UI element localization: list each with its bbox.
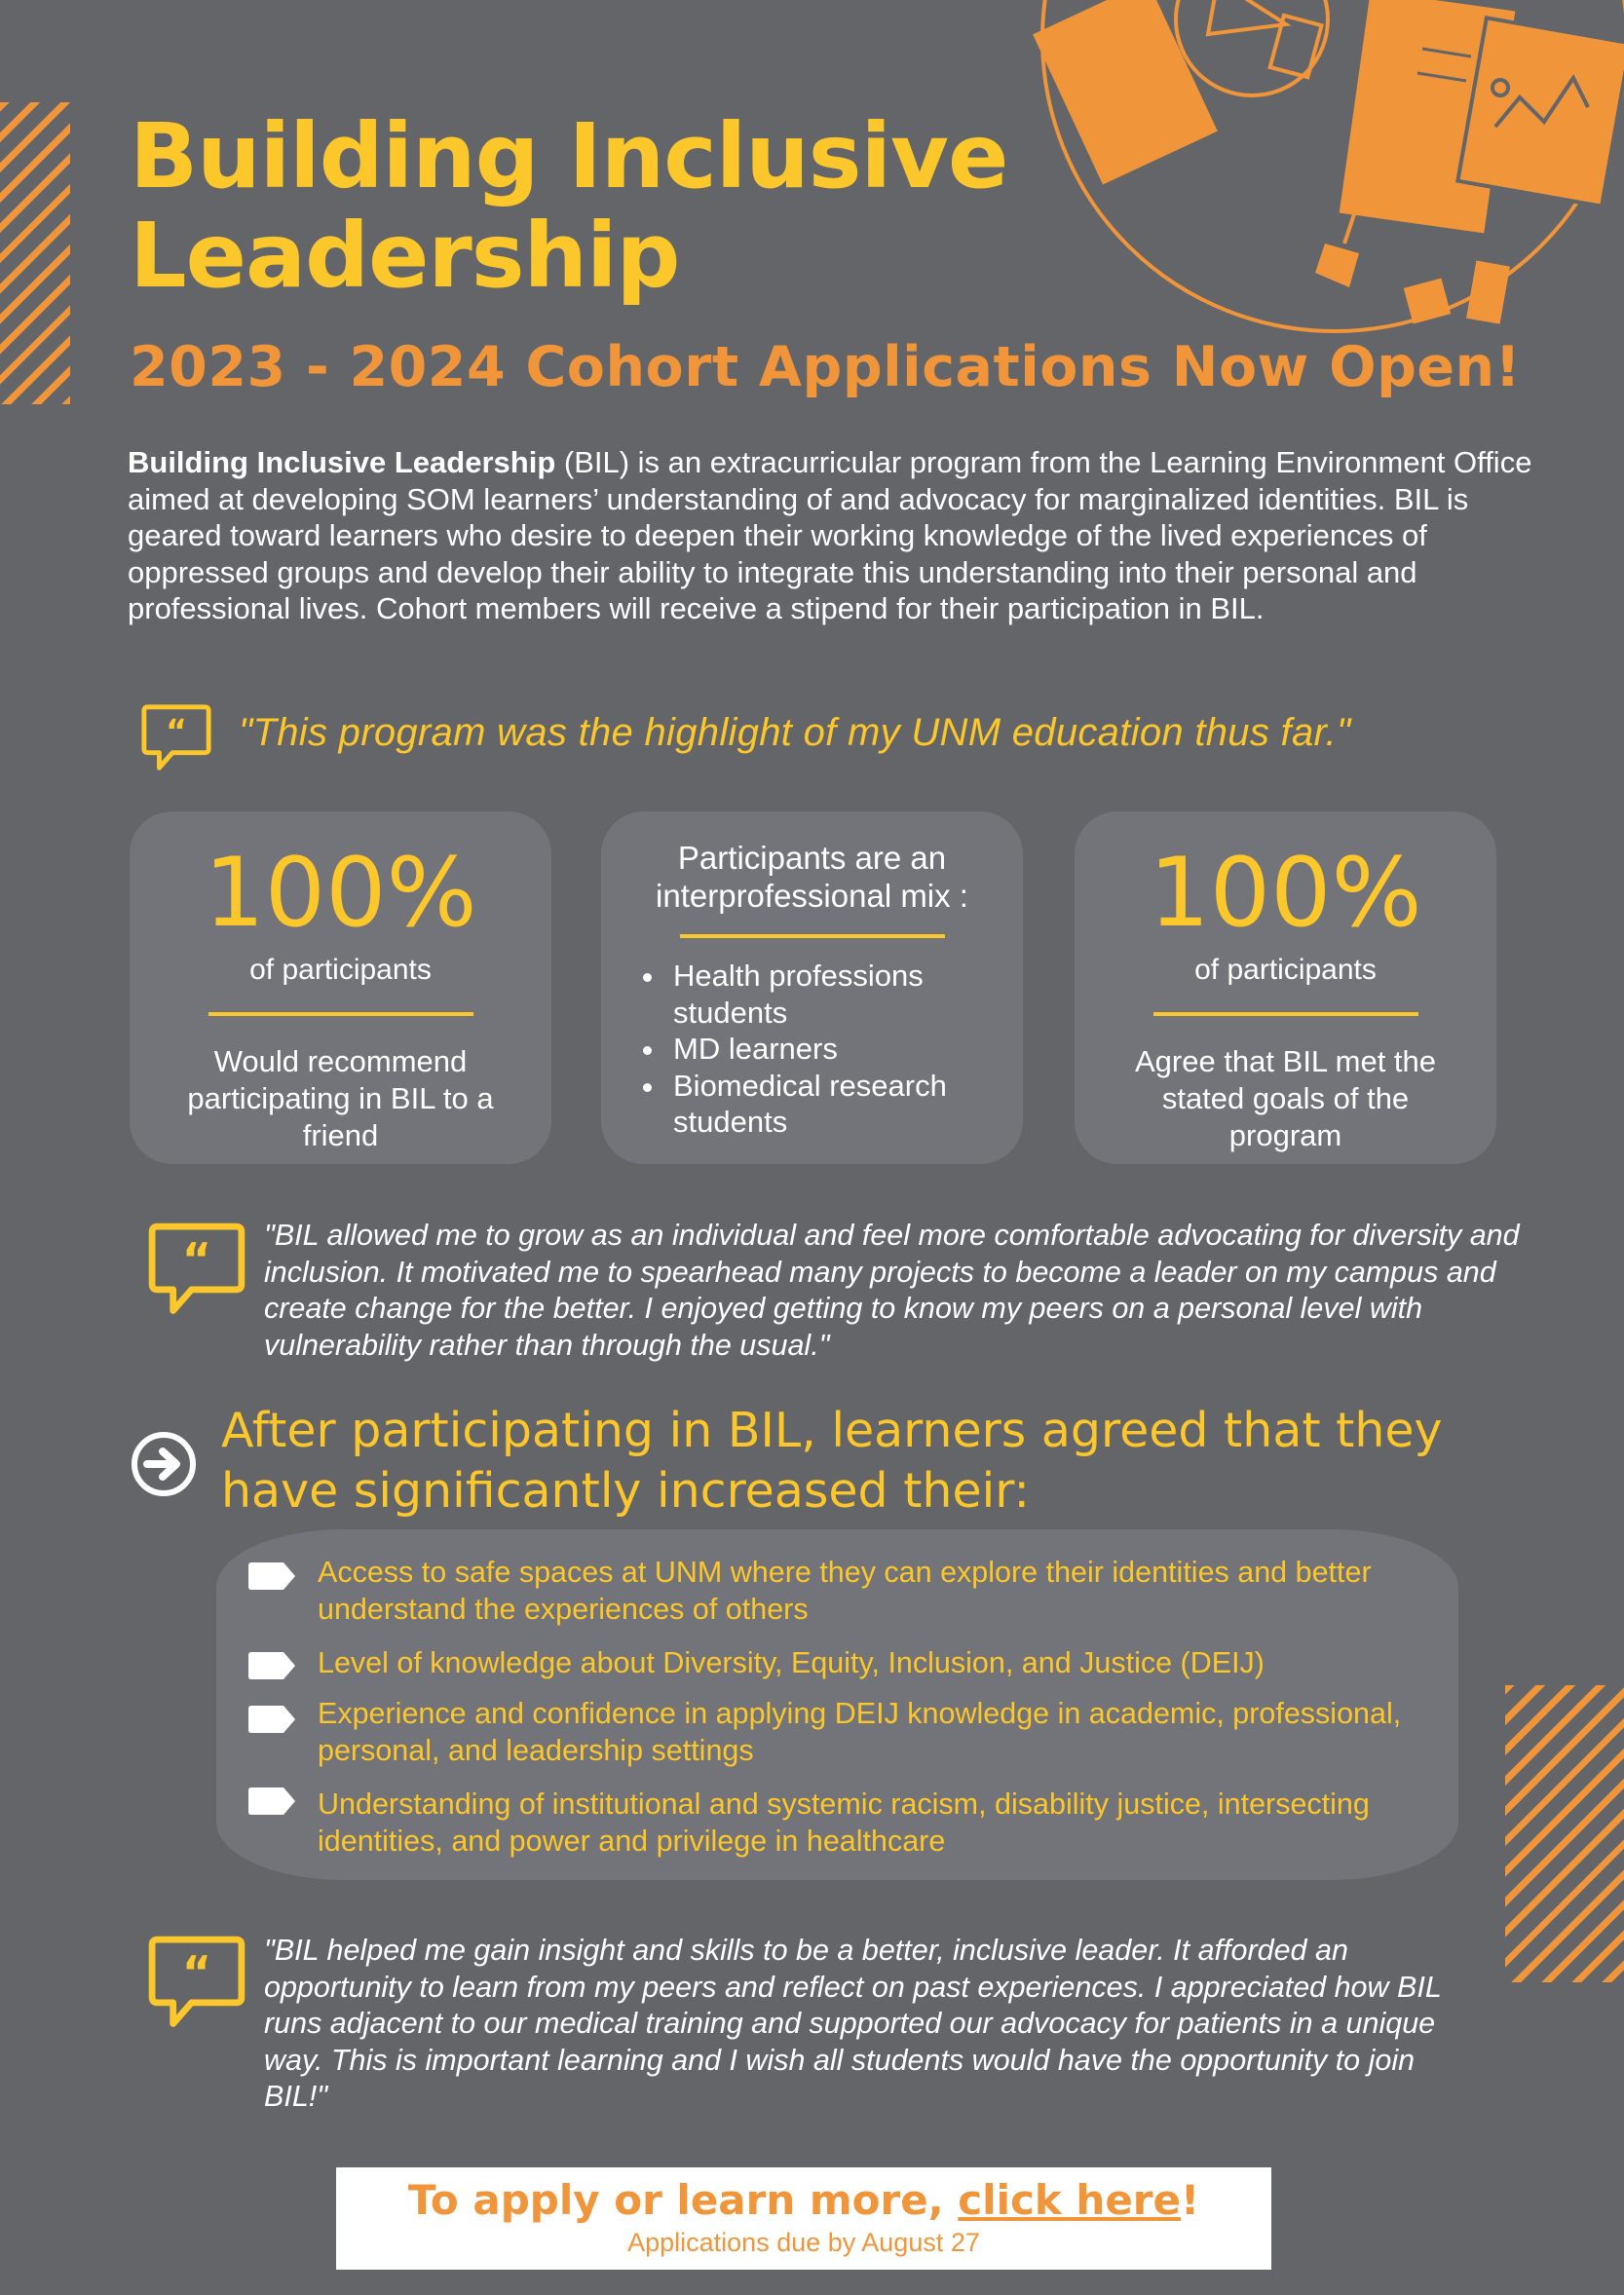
svg-text:“: “ [181, 1233, 212, 1287]
mix-heading: Participants are an interprofessional mix : [656, 840, 968, 914]
list-item: • Biomedical research students [667, 1068, 1023, 1141]
outcome-item: Understanding of institutional and systemic racism, disability justice, intersecting identities, and power and privilege in healthcare [318, 1787, 1370, 1858]
decorative-stripes-left [0, 102, 70, 404]
svg-text:“: “ [166, 711, 187, 750]
quote-bubble-icon [144, 1218, 249, 1325]
title-line-1: Building Inclusive [130, 104, 1008, 208]
intro-paragraph [128, 444, 1540, 627]
outcome-item: Level of knowledge about Diversity, Equity, Inclusion, and Justice (DEIJ) [318, 1646, 1265, 1679]
tag-arrow-icon [246, 1651, 297, 1680]
outcome-item: Experience and confidence in applying DEIJ knowledge in academic, professional, personal, and leadership settings [318, 1697, 1402, 1767]
cta-prefix: To apply or learn more, [407, 2176, 959, 2224]
outcome-item: Access to safe spaces at UNM where they can explore their identities and better understand the experiences of others [318, 1556, 1372, 1626]
testimonial-quote: "BIL allowed me to grow as an individual and feel more comfortable advocating for diversity and inclusion. It motivated me to spearhead many projects to become a leader on my campus and create change for the better. I enjoyed getting to know my peers on a personal level with vulnerability rather than through the usual." [264, 1219, 1520, 1362]
cta-text [336, 2175, 1271, 2226]
cta-box [336, 2167, 1271, 2270]
stat-description: Agree that BIL met the stated goals of the program [1134, 1044, 1437, 1152]
stat-value: 100% [204, 838, 477, 949]
quote-bubble-icon [138, 701, 214, 777]
cta-suffix: ! [1181, 2176, 1200, 2224]
page-subtitle: 2023 - 2024 Cohort Applications Now Open! [130, 335, 1522, 399]
tag-arrow-icon [246, 1705, 297, 1734]
stat-card-recommend [130, 811, 551, 1164]
intro-program-name: Building Inclusive Leadership [128, 445, 556, 479]
divider [1153, 1012, 1418, 1016]
stat-label: of participants [249, 954, 432, 986]
divider [208, 1012, 473, 1016]
testimonial-quote: "BIL helped me gain insight and skills to be a better, inclusive leader. It afforded an opportunity to learn from my peers and reflect on past experiences. I appreciated how BIL runs adjacent to our medical training and supported our advocacy for patients in a unique way. This is important learning and I wish all students would have the opportunity to join BIL!" [264, 1934, 1442, 2113]
stat-label: of participants [1194, 954, 1377, 986]
application-deadline: Applications due by August 27 [627, 2228, 980, 2257]
stat-value: 100% [1149, 838, 1422, 949]
divider [680, 934, 945, 938]
tag-arrow-icon [246, 1561, 297, 1591]
list-item: • Health professions students [667, 958, 1023, 1031]
decorative-stripes-right [1505, 1685, 1624, 1982]
quote-highlight: "This program was the highlight of my UNM education thus far." [239, 711, 1351, 754]
click-here-link[interactable]: click here [958, 2176, 1182, 2224]
intro-text: (BIL) is an extracurricular program from the Learning Environment Office aimed at developing SOM learners’ understanding of and advocacy for marginalized identities. BIL is geared toward learners who desire to deepen their working knowledge of the lived experiences of oppressed groups and develop their ability to integrate this understanding into their personal and professional lives. Cohort members will receive a stipend for their participation in BIL. [128, 445, 1532, 625]
decorative-office-illustration [1013, 0, 1624, 351]
outcomes-heading: After participating in BIL, learners agreed that they have significantly increased their: [221, 1403, 1443, 1519]
svg-text:“: “ [181, 1946, 212, 2000]
title-line-2: Leadership [130, 204, 680, 308]
participants-list [601, 958, 1023, 1141]
quote-bubble-icon [144, 1931, 249, 2038]
tag-arrow-icon [246, 1787, 297, 1816]
page-title [130, 104, 1104, 308]
stat-description: Would recommend participating in BIL to a friend [187, 1044, 494, 1152]
stat-card-goals-met [1075, 811, 1496, 1164]
arrow-right-circle-icon [130, 1430, 198, 1498]
list-item: • MD learners [667, 1031, 1023, 1068]
stat-card-participants-mix [601, 811, 1023, 1164]
